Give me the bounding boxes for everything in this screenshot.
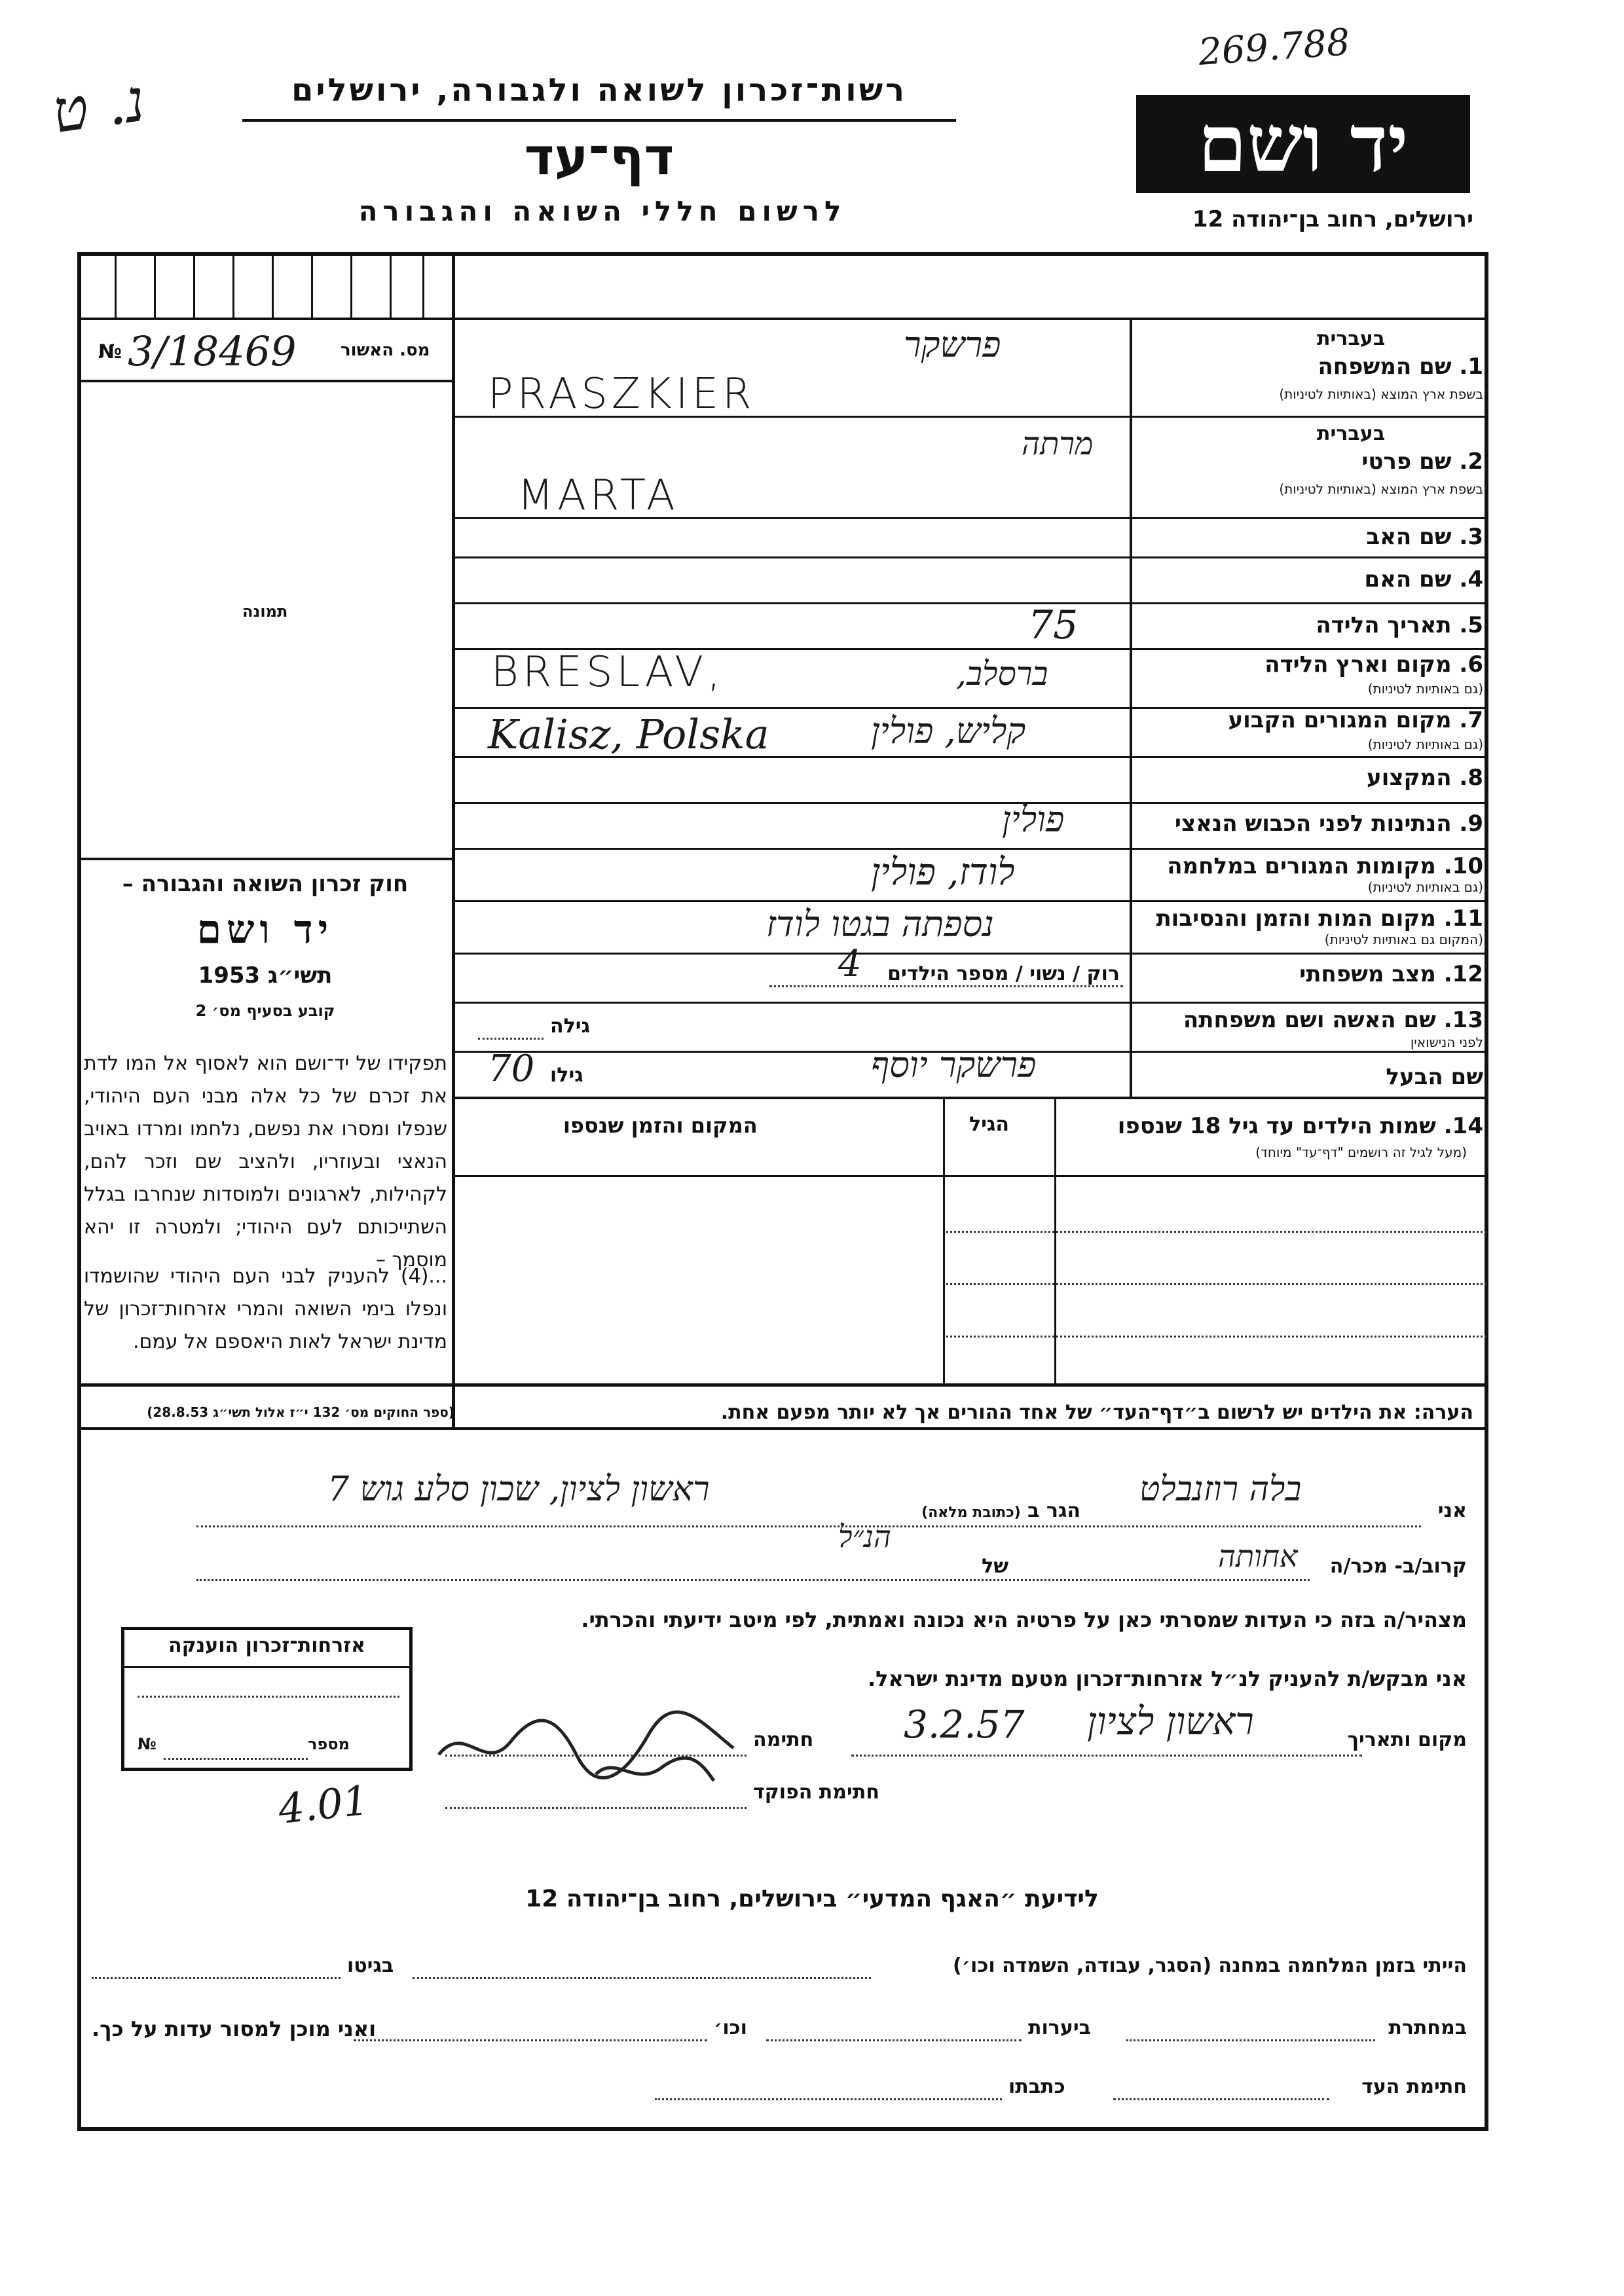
- death-place: נספתה בגטו לודז: [766, 903, 994, 945]
- footer-forests-label: ביערות: [1028, 2016, 1091, 2039]
- field-6-label: 6. מקום וארץ הלידה: [1264, 651, 1483, 678]
- field-14-label: 14. שמות הילדים עד גיל 18 שנספו: [1117, 1113, 1483, 1139]
- field-2-tag: בעברית: [1317, 422, 1385, 445]
- org-name: רשות־זכרון לשואה ולגבורה, ירושלים: [291, 72, 908, 109]
- field-12-label: 12. מצב משפחתי: [1299, 961, 1483, 987]
- resides-label: הגר ב (כתובת מלאה): [921, 1499, 1080, 1522]
- declaration-text: מצהיר/ה בזה כי העדות שמסרתי כאן על פרטיה היא נכונה ואמתית, לפי מיטב ידיעתי והכרתי.: [581, 1607, 1467, 1632]
- field-2-sub: בשפת ארץ המוצא (באותיות לטיניות): [1279, 481, 1483, 497]
- corner-note: נ. ט: [48, 65, 149, 147]
- request-text: אני מבקש/ת להעניק לנ״ל אזרחות־זכרון מטעם מדינת ישראל.: [868, 1666, 1467, 1691]
- footer-etc-label: וכו׳: [714, 2016, 747, 2039]
- of-value: הנ״ל: [838, 1519, 891, 1554]
- field-3-label: 3. שם האב: [1366, 524, 1483, 550]
- first-name-hebrew: מרתה: [1022, 426, 1094, 462]
- birth-date-value: 75: [1028, 602, 1079, 648]
- law-reference: (ספר החוקים מס׳ 132 י״ז אלול תשי״ג 28.8.53): [147, 1404, 454, 1420]
- stamp-box-title: אזרחות־זכרון הוענקה: [168, 1634, 366, 1657]
- field-11-sub: (המקום גם באותיות לטיניות): [1324, 932, 1483, 947]
- relation-label: קרוב/ב- מכר/ה: [1329, 1555, 1467, 1578]
- children-count: 4: [838, 943, 862, 985]
- photo-placeholder: [79, 383, 452, 858]
- footer-title: לידיעת ״האגף המדעי״ בירושלים, רחוב בן־יהודה 12: [525, 1886, 1099, 1912]
- wife-age-label: גילה: [550, 1015, 590, 1038]
- footer-ghetto-label: בגיטו: [347, 1954, 394, 1977]
- field-1-sub: בשפת ארץ המוצא (באותיות לטיניות): [1279, 386, 1483, 402]
- place-date-label: מקום ותאריך: [1347, 1728, 1467, 1751]
- footer-address-label: כתבתו: [1008, 2075, 1065, 2098]
- field-5-label: 5. תאריך הלידה: [1316, 612, 1483, 638]
- birthplace-hebrew: ברסלב,: [956, 655, 1048, 693]
- field-13-sub: לפני הנישואין: [1410, 1034, 1483, 1050]
- registration-note: הערה: את הילדים יש לרשום ב״דף־העד״ של אחד ההורים אך לא יותר מפעם אחת.: [720, 1401, 1473, 1424]
- law-clause: קובע בסעיף מס׳ 2: [195, 1002, 335, 1020]
- field-11-label: 11. מקום המות והזמן והנסיבות: [1156, 905, 1483, 932]
- law-text-1: תפקידו של יד־ושם הוא לאסוף אל המו לדת את זכרם של כל אלה מבני העם היהודי, שנפלו ומסרו את נפשם, נלחמו ומרדו באויב הנאצי ובעוזריו, ולהציב שם וזכר להם, לקהילות, לארגונים ולמוסדות שנחרבו בגלל השתייכותם לעם היהודי; ולמטרה זו יהא מוסמך –: [84, 1052, 447, 1271]
- husband-name: פרשקר יוסף: [871, 1044, 1037, 1085]
- field-1-tag: בעברית: [1317, 327, 1385, 350]
- residence-hebrew: קליש, פולין: [871, 710, 1026, 752]
- residence-latin: Kalisz, Polska: [488, 710, 769, 758]
- husband-age-label: גילו: [550, 1064, 583, 1087]
- approval-no-mark: №: [98, 340, 122, 363]
- husband-age: 70: [488, 1048, 535, 1090]
- relation-value: אחותה: [1218, 1539, 1298, 1574]
- first-name-latin: MARTA: [517, 471, 679, 520]
- archive-number: 269.788: [1197, 21, 1352, 74]
- stamp-box-number-label: מספר: [308, 1735, 350, 1753]
- footer-camp-text: הייתי בזמן המלחמה במחנה (הסגר, עבודה, השמדה וכו׳): [953, 1954, 1467, 1977]
- bottom-handwritten-note: 4.01: [276, 1776, 371, 1834]
- signature-label: חתימה: [753, 1728, 814, 1751]
- field-4-label: 4. שם האם: [1364, 566, 1483, 592]
- surname-hebrew: פרשקר: [904, 324, 1001, 365]
- clerk-signature-label: חתימת הפוקד: [753, 1781, 879, 1804]
- declarant-address: ראשון לציון, שכון סלע גוש 7: [327, 1470, 710, 1509]
- approval-value: 3/18469: [128, 327, 297, 375]
- field-14-sub: (מעל לגיל זה רושמים "דף־עד" מיוחד): [1255, 1144, 1467, 1160]
- children-place-col: המקום והזמן שנספו: [563, 1113, 758, 1138]
- surname-latin: PRASZKIER: [488, 370, 756, 418]
- law-name: יד ושם: [196, 907, 334, 953]
- approval-label: מס. האשור: [341, 340, 430, 360]
- logo-address: ירושלים, רחוב בן־יהודה 12: [1192, 206, 1473, 232]
- footer-underground-label: במחתרת: [1388, 2016, 1467, 2039]
- photo-label: תמונה: [242, 602, 288, 621]
- law-year: תשי״ג 1953: [198, 962, 333, 989]
- field-7-label: 7. מקום המגורים הקבוע: [1228, 707, 1483, 733]
- field-13-label: 13. שם האשה ושם משפחתה: [1183, 1007, 1483, 1033]
- field-7-sub: (גם באותיות לטיניות): [1367, 737, 1483, 752]
- declarant-signature: [426, 1702, 766, 1800]
- field-10-sub: (גם באותיות לטיניות): [1367, 879, 1483, 895]
- husband-label: שם הבעל: [1386, 1064, 1483, 1090]
- children-age-col: הגיל: [969, 1113, 1009, 1136]
- field-1-label: 1. שם המשפחה: [1318, 354, 1483, 380]
- family-status-options: רוק / נשוי / מספר הילדים: [887, 962, 1120, 985]
- place-value: ראשון לציון: [1087, 1699, 1254, 1743]
- form-title: דף־עד: [524, 128, 674, 187]
- date-value: 3.2.57: [904, 1702, 1025, 1747]
- wartime-residence: לודז, פולין: [871, 851, 1015, 894]
- field-9-label: 9. הנתינות לפני הכבוש הנאצי: [1174, 811, 1483, 837]
- footer-witness-signature: חתימת העד: [1361, 2075, 1467, 2098]
- of-label: של: [982, 1555, 1008, 1578]
- law-title: חוק זכרון השואה והגבורה –: [122, 871, 409, 897]
- form-subtitle: לרשום חללי השואה והגבורה: [358, 195, 847, 227]
- law-text-2: ...(4) להעניק לבני העם היהודי שהושמדו ונפלו בימי השואה והמרי אזרחות־זכרון של מדינת ישראל לאות היאספם אל עמם.: [84, 1265, 447, 1353]
- stamp-box-no-mark: №: [138, 1735, 157, 1753]
- nationality-value: פולין: [1002, 799, 1065, 840]
- field-6-sub: (גם באותיות לטיניות): [1367, 681, 1483, 697]
- field-8-label: 8. המקצוע: [1367, 765, 1483, 791]
- birthplace-latin: BRESLAV,: [491, 648, 725, 697]
- field-2-label: 2. שם פרטי: [1361, 448, 1483, 475]
- yad-vashem-logo: יד ושם: [1136, 95, 1470, 193]
- footer-testify-text: ואני מוכן למסור עדות על כך.: [92, 2016, 377, 2041]
- declarant-name: בלה רוזנבלט: [1139, 1470, 1302, 1509]
- memorial-citizenship-box: [121, 1627, 413, 1771]
- declarant-i-label: אני: [1437, 1499, 1467, 1522]
- field-10-label: 10. מקומות המגורים במלחמה: [1167, 853, 1483, 879]
